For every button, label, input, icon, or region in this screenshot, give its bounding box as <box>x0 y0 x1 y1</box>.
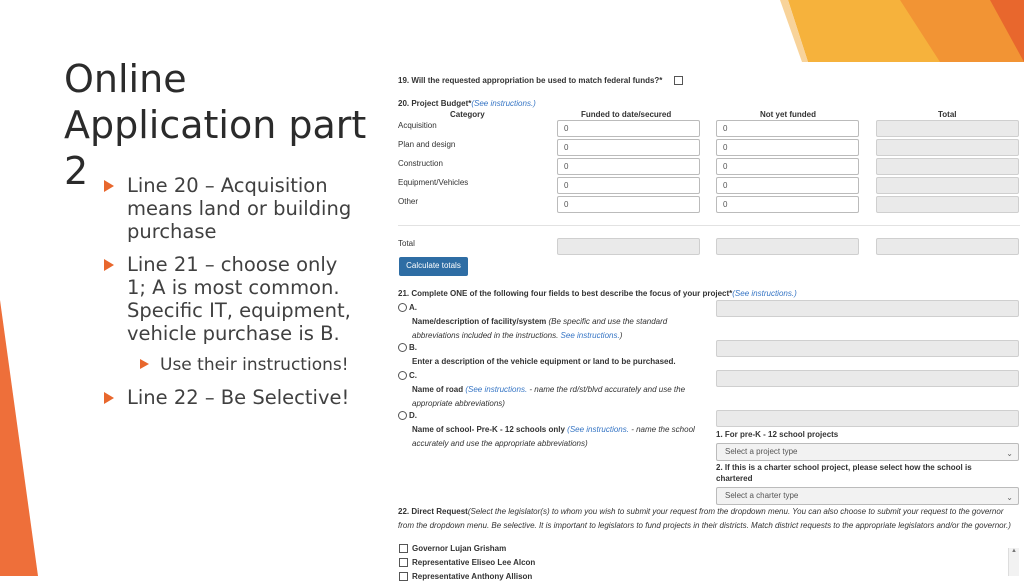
q21-option-a-line2: abbreviations included in the instructions. See instructions.) <box>412 331 623 340</box>
q21-letter-c: C. <box>409 371 417 380</box>
legislator-checkbox-1[interactable] <box>399 544 408 553</box>
q21-b-input[interactable] <box>716 340 1019 357</box>
legislator-label-2: Representative Eliseo Lee Alcon <box>412 558 536 567</box>
calculate-totals-button[interactable]: Calculate totals <box>399 257 468 276</box>
q21-label: 21. Complete ONE of the following four fields to best describe the focus of your project*(See instructions.) <box>398 289 797 298</box>
divider <box>398 225 1020 226</box>
not-funded-input-acquisition[interactable]: 0 <box>716 120 859 137</box>
row-label-plan: Plan and design <box>398 140 456 149</box>
bullet-arrow-icon <box>104 259 114 271</box>
not-funded-input-construction[interactable]: 0 <box>716 158 859 175</box>
category-header: Category <box>450 110 485 119</box>
q21-instructions-link[interactable]: (See instructions.) <box>732 289 797 298</box>
bullet-arrow-icon <box>104 392 114 404</box>
q21-option-c-line1: Name of road (See instructions. - name the rd/st/blvd accurately and use the <box>412 385 686 394</box>
q21-option-c-line2: appropriate abbreviations) <box>412 399 505 408</box>
total-header: Total <box>938 110 957 119</box>
q19-label: 19. Will the requested appropriation be used to match federal funds?* <box>398 76 663 85</box>
application-form <box>398 70 1024 581</box>
q21-option-a-line1: Name/description of facility/system (Be specific and use the standard <box>412 317 668 326</box>
q21-radio-d[interactable] <box>398 411 407 420</box>
total-not-funded <box>716 238 859 255</box>
q22-line1: 22. Direct Request(Select the legislator(s) to whom you wish to submit your request from the dropdown menu. You can also choose to submit your request to the governor <box>398 507 1004 516</box>
funded-header: Funded to date/secured <box>581 110 672 119</box>
charter-label-line2: chartered <box>716 474 753 483</box>
charter-label-line1: 2. If this is a charter school project, please select how the school is <box>716 463 972 472</box>
funded-input-other[interactable]: 0 <box>557 196 700 213</box>
scrollbar[interactable] <box>1008 548 1019 576</box>
q21-letter-b: B. <box>409 343 417 352</box>
row-label-other: Other <box>398 197 419 206</box>
q21-option-d-line2: accurately and use the appropriate abbreviations) <box>412 439 588 448</box>
q21-d-instructions-link[interactable]: (See instructions. <box>567 425 629 434</box>
legislator-checkbox-3[interactable] <box>399 572 408 581</box>
bullet-list <box>104 174 354 419</box>
not-funded-header: Not yet funded <box>760 110 816 119</box>
q21-radio-a[interactable] <box>398 303 407 312</box>
q22-line2: from the dropdown menu. Be selective. It is important to legislators to fund projects in their districts. Match district requests to the appropriate legislators and/or the governor.) <box>398 521 1011 530</box>
slide-title: Online Application part 2 <box>64 57 367 193</box>
not-funded-input-other[interactable]: 0 <box>716 196 859 213</box>
q21-d-input[interactable] <box>716 410 1019 427</box>
not-funded-input-plan[interactable]: 0 <box>716 139 859 156</box>
q21-radio-c[interactable] <box>398 371 407 380</box>
total-funded <box>557 238 700 255</box>
funded-input-plan[interactable]: 0 <box>557 139 700 156</box>
q21-option-d-line1: Name of school- Pre-K - 12 schools only (See instructions. - name the school <box>412 425 695 434</box>
q21-a-input[interactable] <box>716 300 1019 317</box>
project-type-select[interactable]: Select a project type ⌄ <box>716 443 1019 461</box>
q21-letter-d: D. <box>409 411 417 420</box>
funded-input-construction[interactable]: 0 <box>557 158 700 175</box>
total-row-label: Total <box>398 239 415 248</box>
legislator-label-3: Representative Anthony Allison <box>412 572 533 581</box>
q20-instructions-link[interactable]: (See instructions.) <box>471 99 536 108</box>
bullet-1: Line 20 – Acquisition means land or building purchase <box>104 174 354 243</box>
total-input-other <box>876 196 1019 213</box>
total-input-plan <box>876 139 1019 156</box>
bullet-arrow-icon <box>104 180 114 192</box>
q19-checkbox[interactable] <box>674 76 683 85</box>
total-input-acquisition <box>876 120 1019 137</box>
top-right-decoration <box>780 0 1024 64</box>
bullet-arrow-icon <box>140 359 149 369</box>
bullet-3: Line 22 – Be Selective! <box>104 386 354 409</box>
chevron-down-icon: ⌄ <box>1006 493 1013 502</box>
q21-c-input[interactable] <box>716 370 1019 387</box>
total-input-construction <box>876 158 1019 175</box>
not-funded-input-equipment[interactable]: 0 <box>716 177 859 194</box>
q21-letter-a: A. <box>409 303 417 312</box>
bullet-2: Line 21 – choose only 1; A is most common. Specific IT, equipment, vehicle purchase is B. <box>104 253 354 345</box>
q21-radio-b[interactable] <box>398 343 407 352</box>
total-input-equipment <box>876 177 1019 194</box>
row-label-acquisition: Acquisition <box>398 121 437 130</box>
chevron-down-icon: ⌄ <box>1006 449 1013 458</box>
q21-a-instructions-link[interactable]: See instructions. <box>560 331 620 340</box>
row-label-construction: Construction <box>398 159 443 168</box>
scroll-up-icon[interactable]: ▲ <box>1011 548 1017 554</box>
left-edge-decoration <box>0 300 40 576</box>
funded-input-equipment[interactable]: 0 <box>557 177 700 194</box>
left-orange-band <box>0 300 38 576</box>
total-total <box>876 238 1019 255</box>
q21-option-b-title: Enter a description of the vehicle equipment or land to be purchased. <box>412 357 676 366</box>
sub-bullet: Use their instructions! <box>140 355 354 376</box>
funded-input-acquisition[interactable]: 0 <box>557 120 700 137</box>
school-project-label: 1. For pre-K - 12 school projects <box>716 430 839 439</box>
charter-type-select[interactable]: Select a charter type ⌄ <box>716 487 1019 505</box>
legislator-label-1: Governor Lujan Grisham <box>412 544 507 553</box>
q20-label: 20. Project Budget*(See instructions.) <box>398 99 536 108</box>
legislator-checkbox-2[interactable] <box>399 558 408 567</box>
row-label-equipment: Equipment/Vehicles <box>398 178 469 187</box>
q21-c-instructions-link[interactable]: (See instructions. <box>465 385 528 394</box>
